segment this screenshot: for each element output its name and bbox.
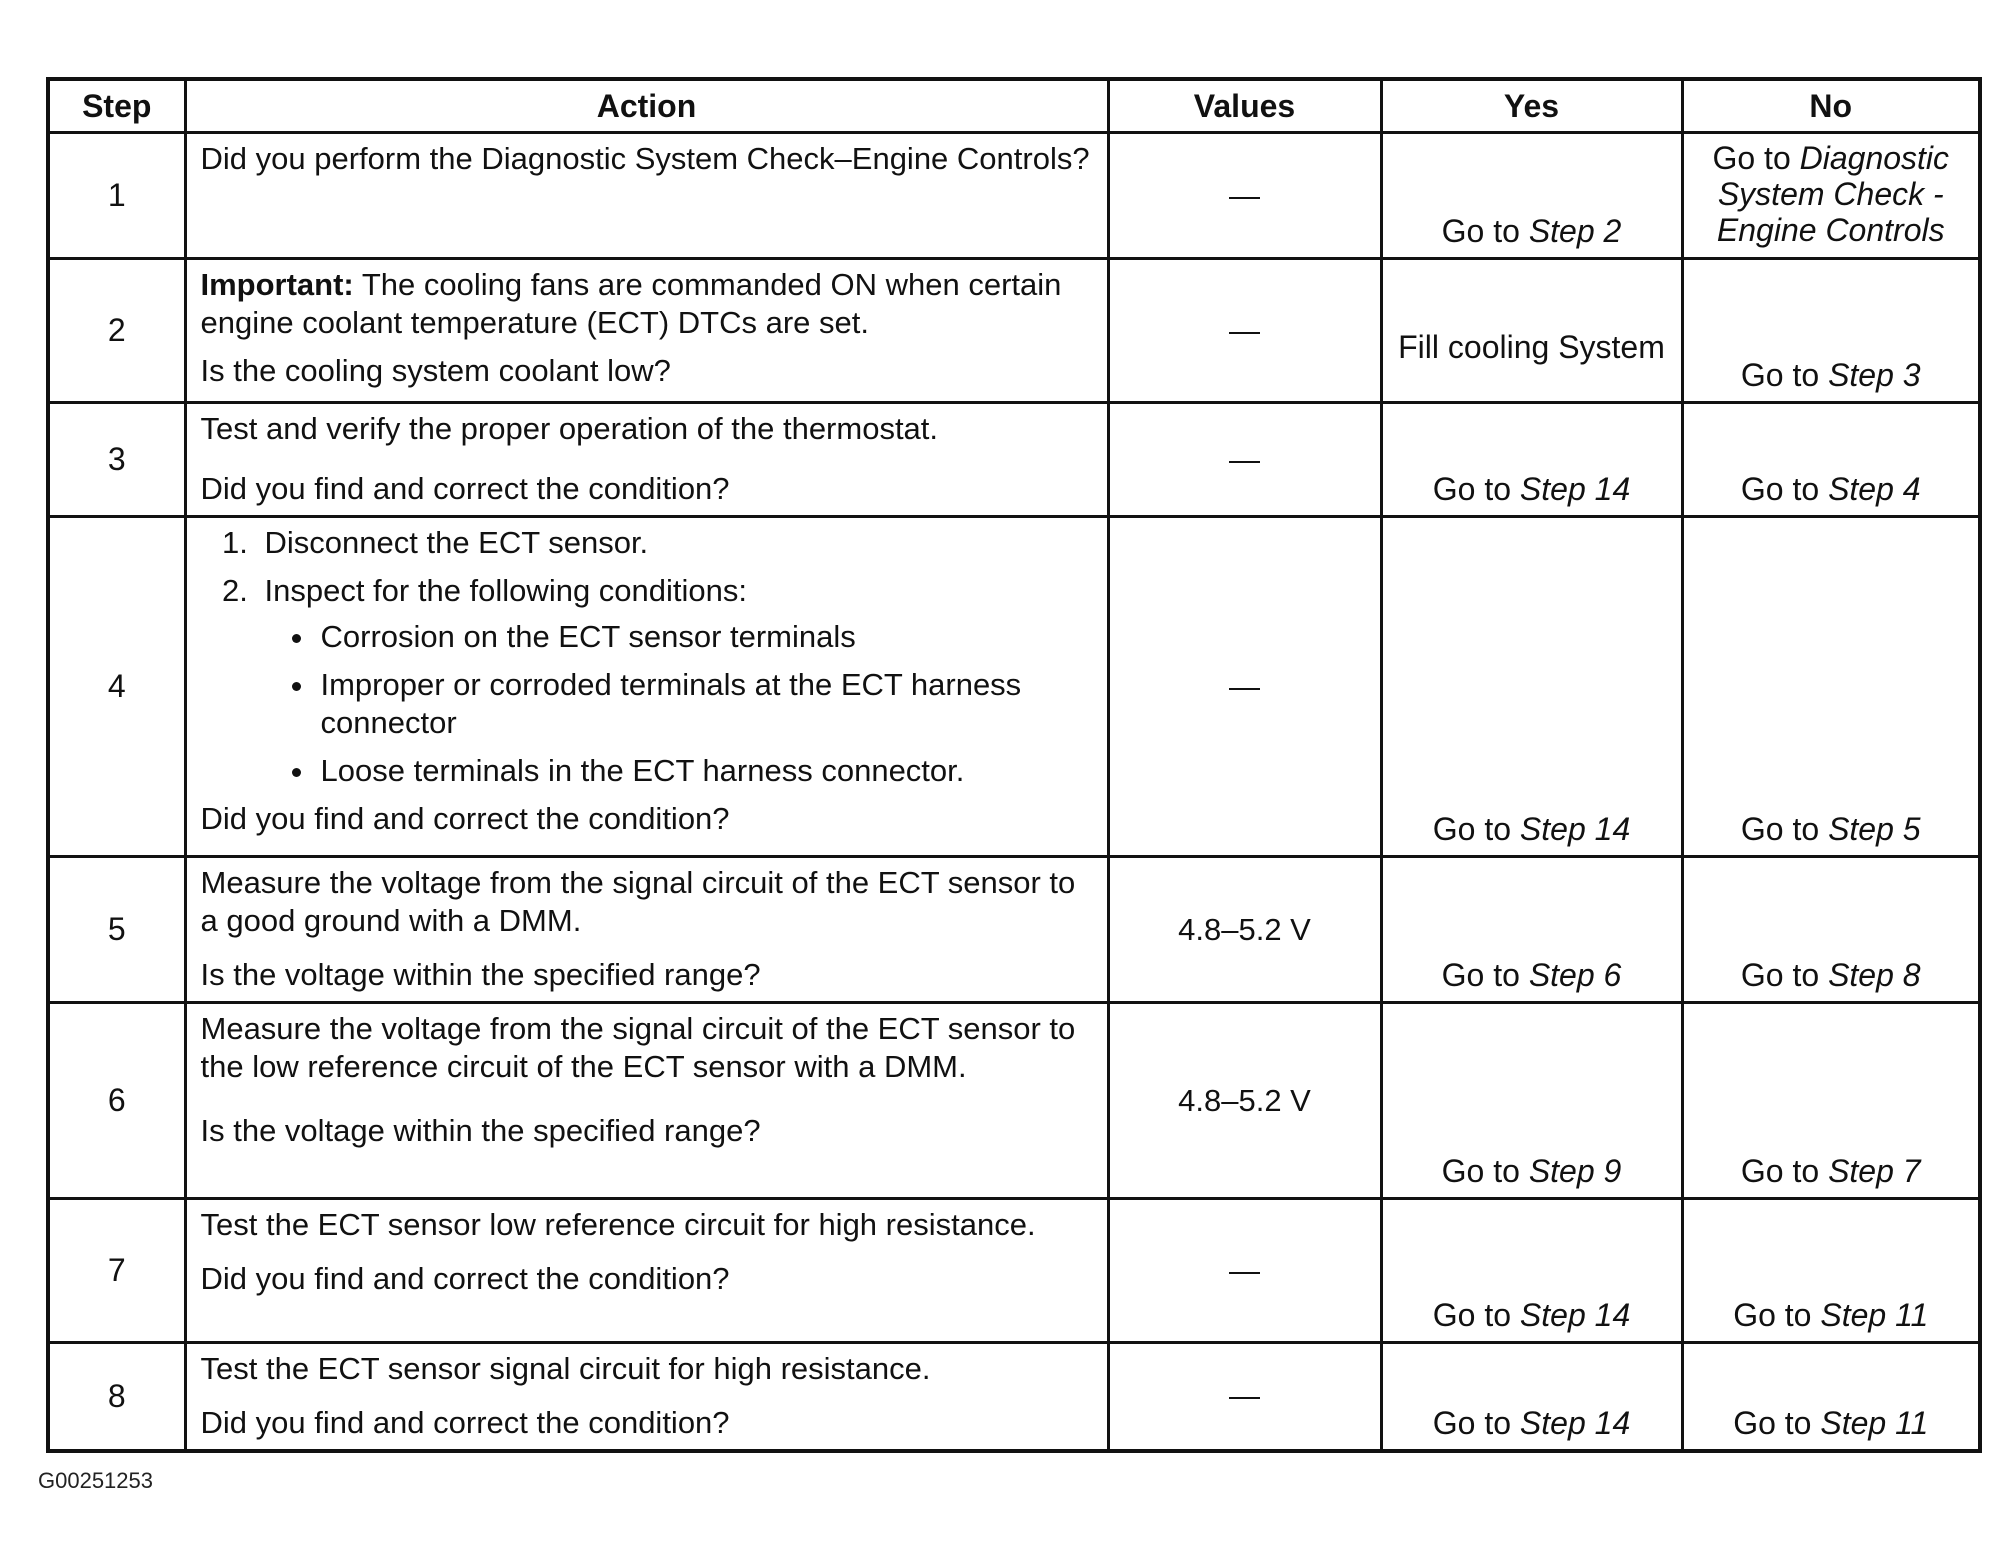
no-target: Step 5 <box>1828 811 1921 847</box>
yes-target: Step 2 <box>1528 213 1622 249</box>
no-cell <box>1682 1199 1980 1343</box>
action-text: Measure the voltage from the signal circuit of the ECT sensor to the low reference circuit of the ECT sensor with a DMM. <box>200 1011 1076 1084</box>
action-cell <box>185 403 1108 517</box>
yes-cell <box>1381 1343 1682 1451</box>
step-number: 2 <box>48 259 185 403</box>
no-target: Step 4 <box>1828 471 1921 507</box>
diagnostic-table <box>46 77 1982 1453</box>
no-target: Step 3 <box>1828 357 1921 393</box>
value-cell: — <box>1108 1199 1381 1343</box>
yes-text: Fill cooling System <box>1398 328 1665 365</box>
important-label: Important: <box>200 267 354 302</box>
yes-prefix: Go to <box>1432 811 1520 847</box>
no-cell <box>1682 259 1980 403</box>
no-cell <box>1682 1343 1980 1451</box>
important-text: The cooling fans are commanded ON when certain engine coolant temperature (ECT) DTCs are set. <box>200 267 1062 340</box>
bullet-list <box>265 618 1093 790</box>
step-number: 1 <box>48 133 185 259</box>
value-cell: — <box>1108 259 1381 403</box>
bullet-item: • Corrosion on the ECT sensor terminals <box>317 618 1093 656</box>
no-target: Step 11 <box>1820 1297 1929 1333</box>
action-question: Did you find and correct the condition? <box>200 471 730 506</box>
action-question: Is the voltage within the specified range? <box>200 957 761 992</box>
figure-id: G00251253 <box>38 1468 153 1493</box>
action-cell <box>185 1343 1108 1451</box>
no-prefix: Go to <box>1740 357 1829 393</box>
no-cell <box>1682 517 1980 857</box>
action-question: Is the voltage within the specified range? <box>200 1113 761 1148</box>
step-number: 8 <box>48 1343 185 1451</box>
yes-cell <box>1381 133 1682 259</box>
list-item-text: Inspect for the following conditions: <box>264 573 747 608</box>
value-cell: 4.8–5.2 V <box>1108 857 1381 1003</box>
no-cell <box>1682 1003 1980 1199</box>
value-cell: — <box>1108 517 1381 857</box>
header-action: Action <box>185 79 1108 133</box>
action-cell <box>185 133 1108 259</box>
no-prefix: Go to <box>1740 471 1829 507</box>
no-cell <box>1682 857 1980 1003</box>
action-cell <box>185 1003 1108 1199</box>
no-prefix: Go to <box>1740 1153 1829 1189</box>
table-row <box>48 1343 1980 1451</box>
yes-target: Step 14 <box>1519 1404 1631 1441</box>
no-cell <box>1682 133 1980 259</box>
bullet-item: • Improper or corroded terminals at the ECT harness connector <box>317 666 1093 742</box>
table-row <box>48 1199 1980 1343</box>
yes-cell <box>1381 1003 1682 1199</box>
table-row <box>48 1003 1980 1199</box>
action-question: Did you find and correct the condition? <box>200 801 730 836</box>
value-cell: — <box>1108 403 1381 517</box>
step-number: 6 <box>48 1003 185 1199</box>
step-number: 5 <box>48 857 185 1003</box>
yes-cell <box>1381 517 1682 857</box>
yes-prefix: Go to <box>1432 1404 1520 1441</box>
yes-cell <box>1381 1199 1682 1343</box>
no-prefix: Go to <box>1733 1297 1821 1333</box>
no-prefix: Go to <box>1733 1404 1821 1441</box>
important-note <box>201 266 1093 342</box>
no-prefix: Go to <box>1740 957 1829 993</box>
no-target: Step 8 <box>1828 957 1921 993</box>
header-yes: Yes <box>1381 79 1682 133</box>
yes-prefix: Go to <box>1441 957 1529 993</box>
value-cell: — <box>1108 1343 1381 1451</box>
action-text: Measure the voltage from the signal circuit of the ECT sensor to a good ground with a DMM. <box>200 865 1076 938</box>
action-cell <box>185 517 1108 857</box>
list-item: 1. Disconnect the ECT sensor. <box>257 524 1093 562</box>
action-cell <box>185 857 1108 1003</box>
header-row <box>48 79 1980 133</box>
no-cell <box>1682 403 1980 517</box>
table-row <box>48 133 1980 259</box>
action-question: Did you find and correct the condition? <box>200 1261 730 1296</box>
yes-target: Step 14 <box>1519 471 1631 507</box>
action-question: Is the cooling system coolant low? <box>200 353 671 388</box>
yes-prefix: Go to <box>1441 1153 1529 1189</box>
header-values: Values <box>1108 79 1381 133</box>
table-row <box>48 517 1980 857</box>
no-target: Step 11 <box>1820 1404 1929 1441</box>
yes-cell <box>1381 259 1682 403</box>
no-prefix: Go to <box>1740 811 1829 847</box>
action-cell <box>185 1199 1108 1343</box>
action-text: Did you perform the Diagnostic System Check–Engine Controls? <box>200 141 1090 176</box>
yes-target: Step 9 <box>1528 1153 1622 1189</box>
table-row <box>48 403 1980 517</box>
action-text: Test and verify the proper operation of the thermostat. <box>200 411 939 446</box>
value-cell: 4.8–5.2 V <box>1108 1003 1381 1199</box>
no-target: Step 7 <box>1828 1153 1921 1189</box>
table-row <box>48 857 1980 1003</box>
numbered-list <box>201 524 1093 790</box>
yes-target: Step 14 <box>1519 1297 1631 1333</box>
no-target: Diagnostic System Check - Engine Controls <box>1716 139 1950 248</box>
yes-prefix: Go to <box>1432 471 1520 507</box>
yes-cell <box>1381 857 1682 1003</box>
action-text: Test the ECT sensor low reference circuit for high resistance. <box>200 1207 1036 1242</box>
no-prefix: Go to <box>1712 139 1800 176</box>
header-no: No <box>1682 79 1980 133</box>
action-question: Did you find and correct the condition? <box>200 1405 730 1440</box>
step-number: 4 <box>48 517 185 857</box>
value-cell: — <box>1108 133 1381 259</box>
yes-target: Step 6 <box>1528 957 1622 993</box>
table-row <box>48 259 1980 403</box>
yes-cell <box>1381 403 1682 517</box>
yes-target: Step 14 <box>1519 811 1631 847</box>
yes-prefix: Go to <box>1432 1297 1520 1333</box>
header-step: Step <box>48 79 185 133</box>
list-item <box>257 572 1093 790</box>
step-number: 7 <box>48 1199 185 1343</box>
yes-prefix: Go to <box>1441 213 1529 249</box>
action-cell <box>185 259 1108 403</box>
action-text: Test the ECT sensor signal circuit for high resistance. <box>200 1351 931 1386</box>
bullet-item: • Loose terminals in the ECT harness connector. <box>317 752 1093 790</box>
step-number: 3 <box>48 403 185 517</box>
